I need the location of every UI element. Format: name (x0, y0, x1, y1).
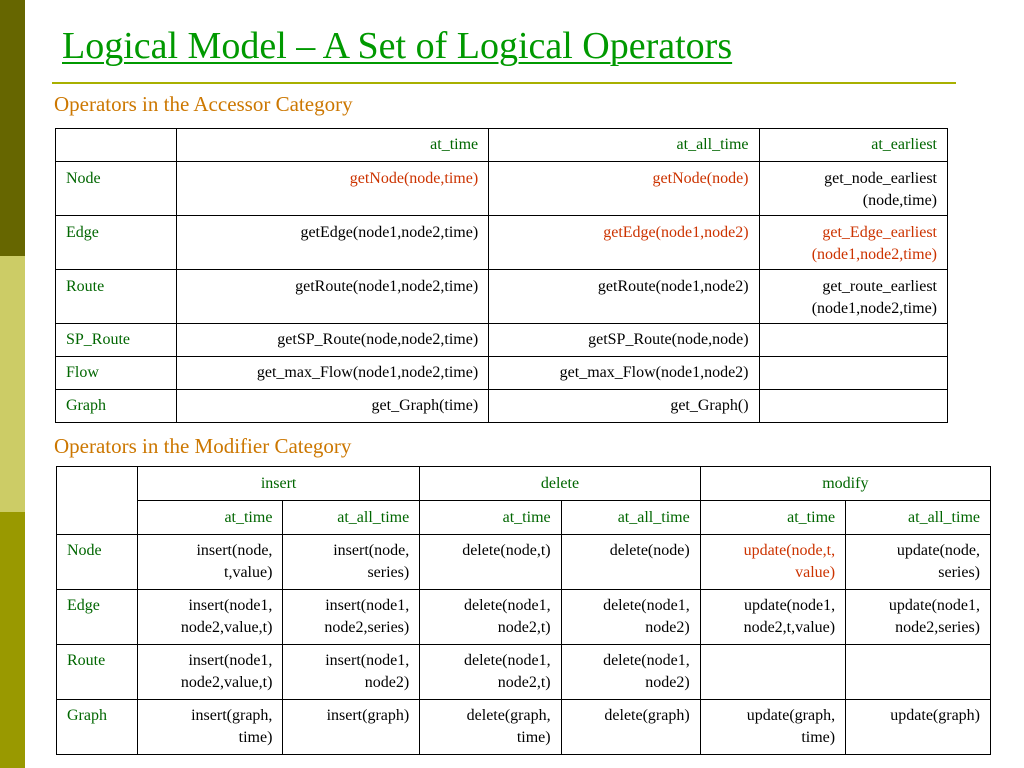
table-cell (420, 700, 561, 755)
table-row (56, 390, 948, 423)
table-row (56, 216, 948, 270)
modifier-subheader-row (57, 501, 991, 535)
cell-line: insert(node, (196, 542, 273, 559)
row-header: Route (56, 270, 177, 324)
table-cell: getSP_Route(node,node) (489, 324, 759, 357)
modifier-group-row (57, 467, 991, 501)
sidebar-segment-light (0, 256, 25, 512)
table-cell (138, 535, 283, 590)
table-cell (846, 700, 991, 755)
column-header: at_all_time (561, 501, 700, 535)
table-cell: get_max_Flow(node1,node2) (489, 357, 759, 390)
cell-line: delete(node1, (603, 597, 690, 614)
cell-line: time) (238, 729, 273, 746)
cell-line: delete(node) (609, 542, 690, 559)
table-row (56, 270, 948, 324)
table-cell: get_max_Flow(node1,node2,time) (177, 357, 489, 390)
cell-line: time) (516, 729, 551, 746)
row-header: SP_Route (56, 324, 177, 357)
decorative-sidebar (0, 0, 25, 768)
column-header: at_all_time (846, 501, 991, 535)
table-cell (759, 357, 947, 390)
table-row (57, 700, 991, 755)
cell-line: insert(node, (333, 542, 410, 559)
column-header: at_all_time (489, 129, 759, 162)
column-header: at_time (420, 501, 561, 535)
table-cell (561, 700, 700, 755)
table-cell (759, 390, 947, 423)
cell-line: insert(graph, (191, 707, 273, 724)
table-cell (700, 590, 845, 645)
row-header: Flow (56, 357, 177, 390)
cell-line: get_route_earliest (822, 278, 937, 295)
cell-line: series) (938, 564, 980, 581)
cell-line: node2,t) (497, 619, 551, 636)
cell-line: time) (801, 729, 836, 746)
table-cell (759, 324, 947, 357)
cell-line: series) (367, 564, 410, 581)
table-cell (420, 645, 561, 700)
group-header: modify (700, 467, 990, 501)
table-cell (561, 590, 700, 645)
table-row (56, 162, 948, 216)
row-header: Graph (57, 700, 138, 755)
table-cell: get_Graph(time) (177, 390, 489, 423)
cell-line: get_Edge_earliest (822, 224, 937, 241)
cell-line: node2,t) (497, 674, 551, 691)
table-cell (283, 590, 420, 645)
table-cell (420, 590, 561, 645)
table-cell (283, 535, 420, 590)
cell-line: delete(node1, (463, 652, 551, 669)
accessor-heading: Operators in the Accessor Category (54, 92, 353, 116)
cell-line: node2) (645, 619, 690, 636)
cell-line: update(node,t, (743, 542, 836, 559)
table-cell: getRoute(node1,node2) (489, 270, 759, 324)
table-cell: getEdge(node1,node2) (489, 216, 759, 270)
table-cell (759, 162, 947, 216)
row-header: Node (56, 162, 177, 216)
cell-line: get_node_earliest (824, 170, 937, 187)
column-header: at_time (700, 501, 845, 535)
table-cell: getEdge(node1,node2,time) (177, 216, 489, 270)
table-cell (846, 535, 991, 590)
column-header: at_earliest (759, 129, 947, 162)
cell-line: update(graph) (890, 707, 980, 724)
cell-line: (node1,node2,time) (811, 300, 937, 317)
table-cell (138, 700, 283, 755)
row-header: Graph (56, 390, 177, 423)
table-cell: getSP_Route(node,node2,time) (177, 324, 489, 357)
cell-line: delete(node1, (603, 652, 690, 669)
cell-line: update(node1, (744, 597, 836, 614)
cell-line: node2,value,t) (180, 619, 273, 636)
cell-line: insert(node1, (188, 652, 273, 669)
group-header: insert (138, 467, 420, 501)
table-cell (138, 590, 283, 645)
table-row (56, 357, 948, 390)
modifier-table (56, 466, 991, 755)
cell-line: delete(graph) (604, 707, 690, 724)
table-cell (700, 645, 845, 700)
column-header: at_all_time (283, 501, 420, 535)
table-cell (759, 216, 947, 270)
table-cell (700, 535, 845, 590)
table-row (57, 535, 991, 590)
corner-cell (57, 467, 138, 535)
sidebar-segment-olive (0, 512, 25, 768)
table-row (56, 324, 948, 357)
column-header: at_time (177, 129, 489, 162)
cell-line: insert(graph) (326, 707, 410, 724)
cell-line: t,value) (224, 564, 273, 581)
table-cell (283, 645, 420, 700)
slide-title: Logical Model – A Set of Logical Operators (62, 25, 733, 67)
table-cell (846, 590, 991, 645)
title-divider (52, 82, 956, 84)
cell-line: value) (795, 564, 836, 581)
cell-line: update(graph, (746, 707, 836, 724)
table-cell (700, 700, 845, 755)
cell-line: insert(node1, (325, 652, 410, 669)
table-cell (561, 535, 700, 590)
row-header: Edge (57, 590, 138, 645)
cell-line: node2) (645, 674, 690, 691)
table-cell (846, 645, 991, 700)
cell-line: insert(node1, (188, 597, 273, 614)
table-cell: getNode(node) (489, 162, 759, 216)
cell-line: delete(node,t) (462, 542, 551, 559)
group-header: delete (420, 467, 700, 501)
cell-line: (node1,node2,time) (811, 246, 937, 263)
table-cell (420, 535, 561, 590)
table-row (57, 590, 991, 645)
accessor-table (55, 128, 948, 423)
cell-line: insert(node1, (325, 597, 410, 614)
table-row (57, 645, 991, 700)
modifier-heading: Operators in the Modifier Category (54, 434, 352, 458)
table-cell: get_Graph() (489, 390, 759, 423)
cell-line: (node,time) (862, 192, 937, 209)
table-cell (283, 700, 420, 755)
cell-line: node2,value,t) (180, 674, 273, 691)
row-header: Edge (56, 216, 177, 270)
cell-line: node2,series) (895, 619, 980, 636)
cell-line: update(node1, (888, 597, 980, 614)
row-header: Node (57, 535, 138, 590)
cell-line: node2,t,value) (743, 619, 836, 636)
cell-line: delete(graph, (466, 707, 551, 724)
cell-line: delete(node1, (463, 597, 551, 614)
cell-line: node2) (364, 674, 410, 691)
cell-line: node2,series) (324, 619, 410, 636)
table-cell (561, 645, 700, 700)
table-cell (138, 645, 283, 700)
cell-line: update(node, (896, 542, 980, 559)
sidebar-segment-dark (0, 0, 25, 256)
table-cell: getNode(node,time) (177, 162, 489, 216)
column-header: at_time (138, 501, 283, 535)
table-cell: getRoute(node1,node2,time) (177, 270, 489, 324)
corner-cell (56, 129, 177, 162)
table-cell (759, 270, 947, 324)
accessor-header-row (56, 129, 948, 162)
row-header: Route (57, 645, 138, 700)
